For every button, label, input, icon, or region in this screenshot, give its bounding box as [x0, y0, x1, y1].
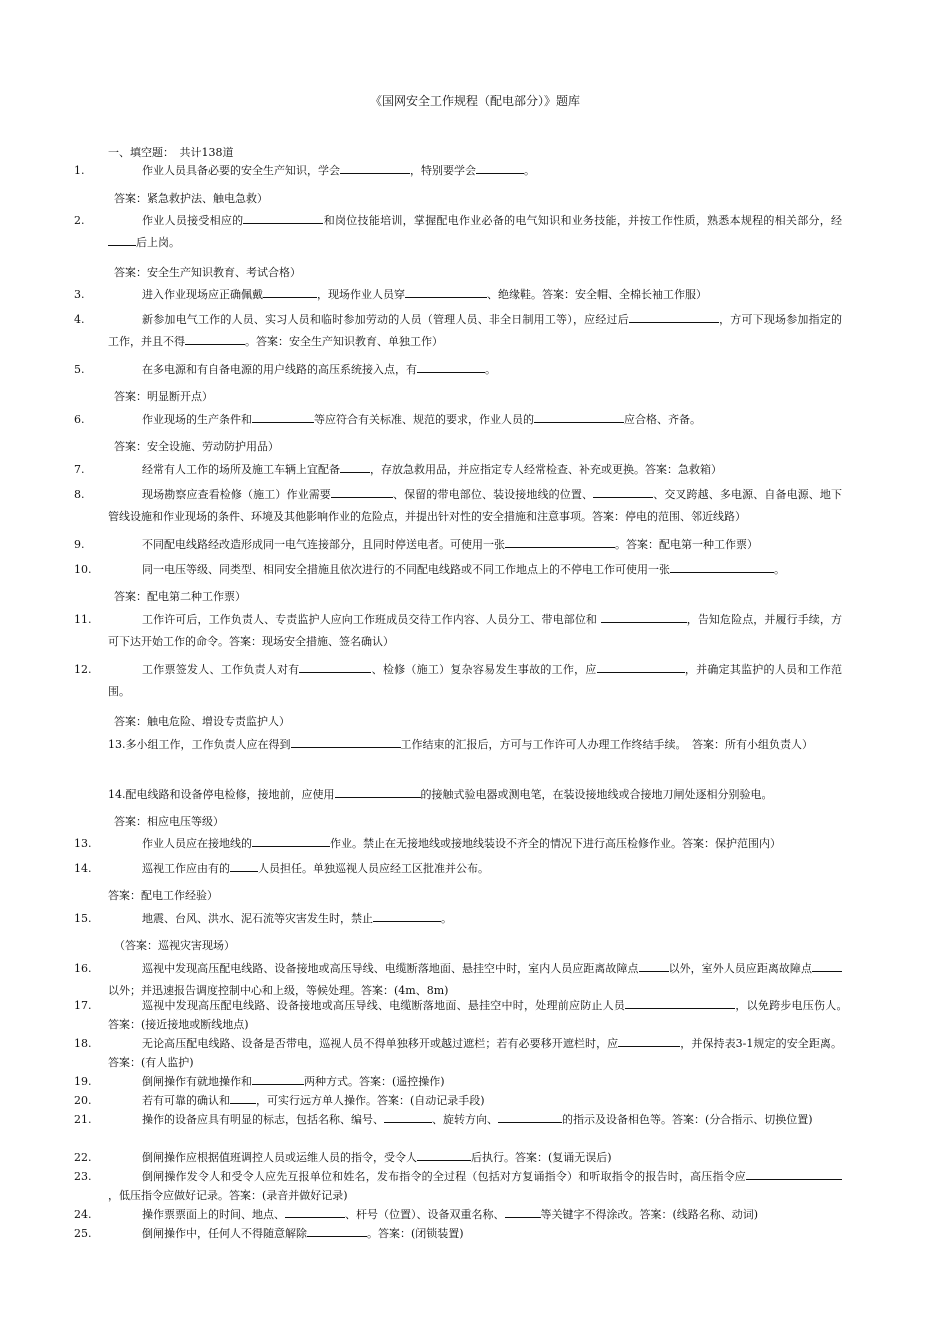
question-text-segment: 作业。禁止在无接地线或接地线装设不齐全的情况下进行高压检修作业。答案：保护范围内） — [330, 837, 781, 850]
question-text — [108, 1224, 842, 1243]
question-text-segment: ，并确定其监护的人员和工作范围。 — [108, 663, 843, 698]
question-text-segment: 以外，室外人员应距离故障点 — [668, 962, 813, 975]
question-text-segment: ，低压指令应做好记录。答案：(录音并做好记录) — [108, 1189, 348, 1202]
question-text — [108, 833, 842, 855]
fill-in-blank — [340, 161, 410, 174]
question-text — [108, 996, 864, 1034]
question-text-segment: 在多电源和有自备电源的用户线路的高压系统接入点，有 — [142, 363, 417, 376]
question-text-segment: 两种方式。答案：(遥控操作) — [304, 1075, 445, 1088]
question-text — [108, 858, 842, 880]
fill-in-blank — [639, 959, 669, 972]
question-text-segment: 地震、台风、洪水、泥石流等灾害发生时，禁止 — [142, 912, 373, 925]
question-number: 21. — [74, 1113, 92, 1126]
question-text-segment: 以外；并迅速报告调度控制中心和上级，等候处理。答案：(4m、8m) — [108, 984, 449, 997]
question-text-segment: 倒闸操作有就地操作和 — [142, 1075, 252, 1088]
question-text-segment: ，告知危险点，并履行手续，方可下达开始工作的命令。答案：现场安全措施、签名确认） — [108, 613, 842, 648]
fill-in-blank — [373, 909, 441, 922]
question-text-segment: 操作票票面上的时间、地点、 — [142, 1208, 285, 1221]
question-item — [74, 160, 842, 182]
question-text-segment: ，特别要学会 — [410, 164, 476, 177]
question-number: 15. — [74, 912, 92, 925]
question-item — [74, 359, 842, 381]
question-item — [74, 858, 842, 880]
fill-in-blank — [618, 1034, 680, 1047]
fill-in-blank — [384, 1110, 432, 1123]
question-text-segment: 工作许可后，工作负责人、专责监护人应向工作班成员交待工作内容、人员分工、带电部位和 — [142, 613, 601, 626]
question-text-segment: 应合格、齐备。 — [624, 413, 701, 426]
question-item — [74, 559, 842, 581]
question-item — [74, 1034, 842, 1072]
fill-in-blank — [108, 233, 136, 246]
question-text-segment: 巡视工作应由有的 — [142, 862, 230, 875]
question-text-segment: 作业现场的生产条件和 — [142, 413, 252, 426]
fill-in-blank — [335, 785, 421, 798]
question-number: 14. — [74, 862, 92, 875]
question-item — [108, 784, 842, 806]
fill-in-blank — [812, 959, 842, 972]
question-text-segment: 后执行。答案：(复诵无误后) — [471, 1151, 612, 1164]
question-item — [74, 1072, 842, 1091]
fill-in-blank — [291, 735, 401, 748]
question-text-segment: 巡视中发现高压配电线路、设备接地或高压导线、电缆断落地面、悬挂空中时，室内人员应距离故障点 — [142, 962, 639, 975]
question-text-segment: ，现场作业人员穿 — [317, 288, 405, 301]
answer-line: （答案：巡视灾害现场） — [114, 939, 235, 952]
question-text-segment: 。 — [441, 912, 452, 925]
question-number: 6. — [74, 413, 85, 426]
question-number: 8. — [74, 488, 85, 501]
question-text-segment: ，并保持表3-1规定的安全距离。答案：(有人监护) — [108, 1037, 842, 1069]
section-heading: 一、填空题： 共计138道 — [108, 146, 234, 159]
question-text — [108, 1110, 842, 1129]
question-text-segment: 、保留的带电部位、装设接地线的位置、 — [392, 488, 594, 501]
fill-in-blank — [670, 560, 774, 573]
question-number: 2. — [74, 214, 85, 227]
question-number: 16. — [74, 962, 92, 975]
fill-in-blank — [299, 660, 371, 673]
fill-in-blank — [405, 285, 487, 298]
fill-in-blank — [263, 285, 317, 298]
question-text-segment: 13.多小组工作，工作负责人应在得到 — [108, 738, 291, 751]
question-item — [74, 659, 843, 703]
question-text-segment: 14.配电线路和设备停电检修，接地前，应使用 — [108, 788, 335, 801]
fill-in-blank — [476, 161, 524, 174]
fill-in-blank — [252, 1072, 304, 1085]
question-text-segment: 倒闸操作发令人和受令人应先互报单位和姓名，发布指令的全过程（包括对方复诵指令）和听取指令的报告时，高压指令应 — [142, 1170, 746, 1183]
fill-in-blank — [340, 460, 370, 473]
question-item — [74, 908, 842, 930]
fill-in-blank — [185, 332, 245, 345]
question-item — [74, 833, 842, 855]
answer-line: 答案：配电工作经验） — [108, 889, 218, 902]
fill-in-blank — [252, 834, 330, 847]
fill-in-blank — [285, 1205, 345, 1218]
question-text — [108, 409, 842, 431]
fill-in-blank — [417, 1148, 471, 1161]
question-item — [74, 309, 843, 353]
fill-in-blank — [243, 211, 323, 224]
question-text-segment: 、检修（施工）复杂容易发生事故的工作，应 — [371, 663, 597, 676]
question-number: 9. — [74, 538, 85, 551]
question-text — [108, 309, 842, 353]
question-text-segment: 。答案：安全生产知识教育、单独工作） — [245, 335, 443, 348]
question-number: 1. — [74, 164, 85, 177]
question-text-segment: 和岗位技能培训，掌握配电作业必备的电气知识和业务技能，并按工作性质，熟悉本规程的相关部分，经 — [323, 214, 843, 227]
question-text-segment: 。答案：配电第一种工作票） — [615, 538, 758, 551]
question-text-segment: 作业人员具备必要的安全生产知识，学会 — [142, 164, 340, 177]
question-item — [74, 1205, 842, 1224]
question-text-segment: 无论高压配电线路、设备是否带电，巡视人员不得单独移开或越过遮栏；若有必要移开遮栏时，应 — [142, 1037, 619, 1050]
question-number: 24. — [74, 1208, 92, 1221]
question-text-segment: 若有可靠的确认和 — [142, 1094, 230, 1107]
fill-in-blank — [629, 310, 719, 323]
question-number: 19. — [74, 1075, 92, 1088]
question-number: 11. — [74, 613, 92, 626]
question-text — [108, 284, 842, 306]
question-number: 10. — [74, 563, 92, 576]
question-text-segment: 作业人员接受相应的 — [142, 214, 244, 227]
question-text-segment: ，方可下现场参加指定的工作，并且不得 — [108, 313, 843, 348]
question-text-segment: 。 — [485, 363, 496, 376]
question-number: 7. — [74, 463, 85, 476]
question-text-segment: ，可实行远方单人操作。答案：(自动记录手段) — [256, 1094, 485, 1107]
question-text-segment: 人员担任。单独巡视人员应经工区批准并公布。 — [258, 862, 489, 875]
question-text-segment: 的指示及设备相色等。答案：(分合指示、切换位置) — [562, 1113, 813, 1126]
fill-in-blank — [601, 610, 687, 623]
question-text-segment: 等应符合有关标准、规范的要求，作业人员的 — [314, 413, 534, 426]
question-text-segment: 进入作业现场应正确佩戴 — [142, 288, 263, 301]
question-text-segment: 工作票签发人、工作负责人对有 — [142, 663, 300, 676]
answer-line: 答案：安全设施、劳动防护用品） — [114, 440, 279, 453]
question-item — [74, 1224, 842, 1243]
question-item — [74, 1091, 842, 1110]
fill-in-blank — [593, 485, 653, 498]
question-text — [108, 210, 842, 254]
question-item — [74, 996, 864, 1034]
question-text — [108, 484, 842, 528]
question-number: 4. — [74, 313, 85, 326]
answer-line: 答案：配电第二种工作票） — [114, 590, 246, 603]
fill-in-blank — [417, 360, 485, 373]
question-text-segment: 后上岗。 — [136, 236, 180, 249]
fill-in-blank — [534, 410, 624, 423]
question-item — [74, 409, 842, 431]
question-item — [74, 459, 842, 481]
question-text-segment: 倒闸操作中，任何人不得随意解除 — [142, 1227, 307, 1240]
question-text-segment: 同一电压等级、同类型、相同安全措施且依次进行的不同配电线路或不同工作地点上的不停电工作可使用一张 — [142, 563, 670, 576]
answer-line: 答案：触电危险、增设专责监护人） — [114, 715, 290, 728]
answer-line: 答案：安全生产知识教育、考试合格） — [114, 266, 301, 279]
question-number: 20. — [74, 1094, 92, 1107]
fill-in-blank — [597, 660, 685, 673]
question-text — [108, 609, 842, 653]
question-text — [108, 559, 842, 581]
question-text — [108, 784, 842, 806]
question-text-segment: 、交叉跨越、多电源、自备电源、地下管线设施和作业现场的条件、环境及其他影响作业的危险点，并提出针对性的安全措施和注意事项。答案：停电的范围、邻近线路） — [108, 488, 843, 523]
question-number: 22. — [74, 1151, 92, 1164]
question-number: 12. — [74, 663, 92, 676]
fill-in-blank — [625, 996, 735, 1009]
question-item — [74, 484, 843, 528]
fill-in-blank — [498, 1110, 562, 1123]
question-text-segment: 。答案：(闭锁装置) — [367, 1227, 464, 1240]
question-item — [74, 1148, 842, 1167]
fill-in-blank — [230, 1091, 256, 1104]
answer-line: 答案：明显断开点） — [114, 390, 213, 403]
question-text-segment: ，存放急救用品，并应指定专人经常检查、补充或更换。答案：急救箱） — [370, 463, 722, 476]
answer-line: 答案：紧急救护法、触电急救） — [114, 192, 268, 205]
question-number: 23. — [74, 1170, 92, 1183]
question-text-segment: 工作结束的汇报后，方可与工作许可人办理工作终结手续。 答案：所有小组负责人） — [400, 738, 813, 751]
fill-in-blank — [307, 1224, 367, 1237]
question-text-segment: 、旋转方向、 — [432, 1113, 498, 1126]
fill-in-blank — [746, 1167, 842, 1180]
question-item — [108, 734, 842, 756]
question-text-segment: 的接触式验电器或测电笔，在装设接地线或合接地刀闸处逐相分别验电。 — [420, 788, 773, 801]
question-text — [108, 1072, 842, 1091]
question-text — [108, 1034, 842, 1072]
question-number: 17. — [74, 999, 92, 1012]
question-text-segment: 经常有人工作的场所及施工车辆上宜配备 — [142, 463, 340, 476]
fill-in-blank — [252, 410, 314, 423]
question-text-segment: 、绝缘鞋。答案：安全帽、全棉长袖工作服） — [487, 288, 707, 301]
question-text-segment: 。 — [524, 164, 535, 177]
question-text-segment: 等关键字不得涂改。答案：(线路名称、动词) — [540, 1208, 759, 1221]
question-item — [74, 609, 842, 653]
question-text-segment: 新参加电气工作的人员、实习人员和临时参加劳动的人员（管理人员、非全日制用工等），应经过后 — [142, 313, 629, 326]
fill-in-blank — [230, 859, 258, 872]
question-text-segment: 不同配电线路经改造形成同一电气连接部分，且同时停送电者。可使用一张 — [142, 538, 505, 551]
question-text-segment: 作业人员应在接地线的 — [142, 837, 252, 850]
question-text — [108, 459, 842, 481]
question-item — [74, 1110, 842, 1129]
question-item — [74, 534, 842, 556]
question-item — [74, 1167, 842, 1205]
fill-in-blank — [331, 485, 393, 498]
question-text-segment: ，以免跨步电压伤人。 答案：(接近接地或断线地点) — [108, 999, 864, 1031]
question-text — [108, 1167, 842, 1205]
question-text-segment: 现场勘察应查看检修（施工）作业需要 — [142, 488, 331, 501]
fill-in-blank — [505, 535, 615, 548]
question-item — [74, 210, 843, 254]
question-text-segment: 操作的设备应具有明显的标志，包括名称、编号、 — [142, 1113, 384, 1126]
question-text-segment: 巡视中发现高压配电线路、设备接地或高压导线、电缆断落地面、悬挂空中时，处理前应防止人员 — [142, 999, 626, 1012]
question-text — [108, 659, 842, 703]
question-text — [108, 1091, 842, 1110]
question-text — [108, 359, 842, 381]
document-title: 《国网安全工作规程（配电部分）》题库 — [369, 94, 580, 108]
question-text — [108, 734, 842, 756]
question-text — [108, 534, 842, 556]
question-item — [74, 284, 842, 306]
question-text — [108, 160, 842, 182]
question-number: 18. — [74, 1037, 92, 1050]
question-text-segment: 、杆号（位置）、设备双重名称、 — [345, 1208, 505, 1221]
question-text — [108, 1148, 842, 1167]
answer-line: 答案：相应电压等级） — [114, 815, 224, 828]
question-text — [108, 1205, 842, 1224]
fill-in-blank — [505, 1205, 541, 1218]
question-number: 3. — [74, 288, 85, 301]
question-number: 25. — [74, 1227, 92, 1240]
question-number: 5. — [74, 363, 85, 376]
question-text-segment: 倒闸操作应根据值班调控人员或运维人员的指令，受令人 — [142, 1151, 417, 1164]
question-number: 13. — [74, 837, 92, 850]
question-text — [108, 908, 842, 930]
question-text-segment: 。 — [774, 563, 785, 576]
